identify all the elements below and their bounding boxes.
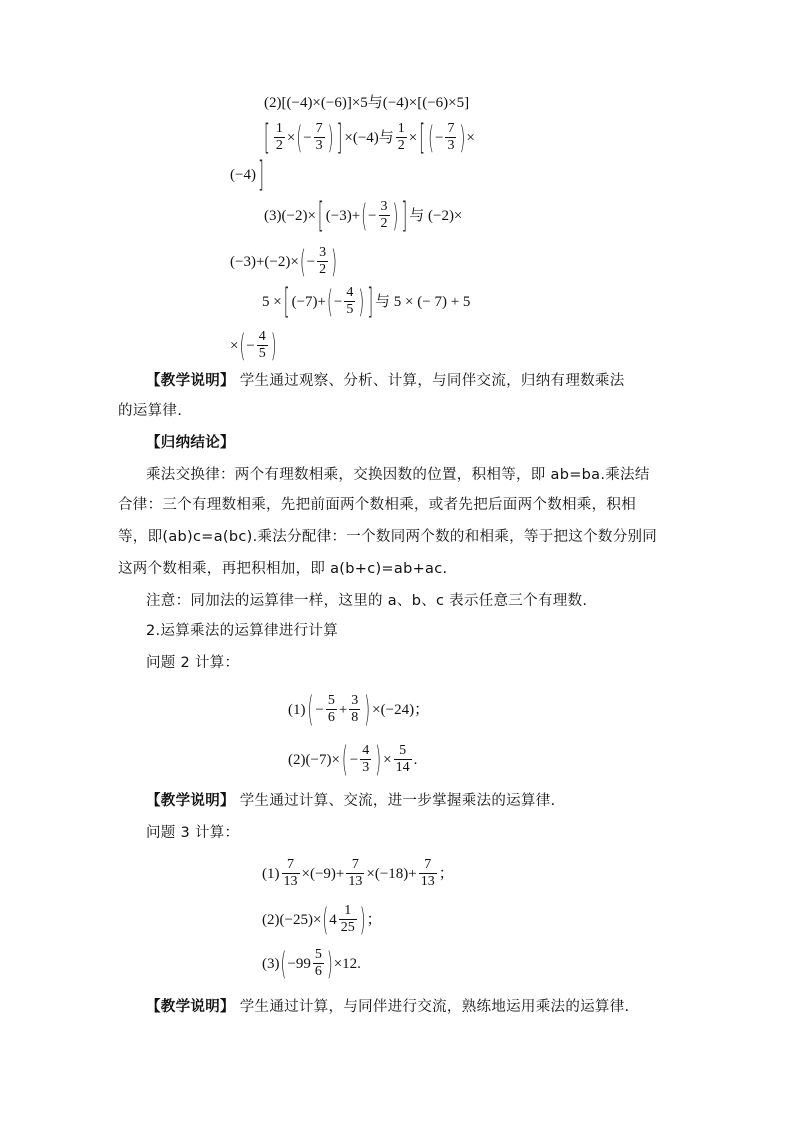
teaching-note-text-2: 的运算律. bbox=[118, 403, 183, 419]
teaching-note-2-label: 【教学说明】 bbox=[146, 793, 235, 809]
conclusion-line-2: 合律：三个有理数相乘，先把前面两个数相乘，或者先把后面两个数相乘，积相 bbox=[118, 497, 636, 513]
intro-p3-line4: × ( − $\frac{4}{5}$ ) bbox=[230, 326, 277, 364]
fraction-seven-thirds: $\frac{7}{3}$ bbox=[315, 121, 323, 153]
fraction-half: $\frac{1}{2}$ bbox=[275, 121, 283, 153]
fraction-three-halves: $\frac{3}{2}$ bbox=[380, 199, 388, 231]
intro-p3-line2: (−3)+(−2)× ( − $\frac{3}{2}$ ) bbox=[230, 242, 338, 280]
fraction-one-twentyfifth: $\frac{1}{25}$ bbox=[340, 903, 355, 935]
fraction-four-fifths: $\frac{4}{5}$ bbox=[346, 285, 354, 317]
intro-p3-line1: (3)(−2)× [ (−3)+ ( − $\frac{3}{2}$ ) ] 与 (−2)× bbox=[264, 194, 463, 236]
problem-3-item-2: (2)(−25)× ( 4 $\frac{1}{25}$ ) ； bbox=[262, 900, 382, 938]
conclusion-line-1: 乘法交换律：两个有理数相乘，交换因数的位置，积相等，即 ab=ba.乘法结 bbox=[146, 467, 650, 483]
fraction-three-halves-2: $\frac{3}{2}$ bbox=[319, 245, 327, 277]
p3-item3-prefix: (3) bbox=[262, 955, 280, 972]
fraction-half-2: $\frac{1}{2}$ bbox=[397, 121, 405, 153]
p3-item2-whole: 4 bbox=[329, 911, 337, 928]
fraction-four-thirds: $\frac{4}{3}$ bbox=[362, 743, 370, 775]
p3-item1-prefix: (1) bbox=[262, 865, 280, 882]
intro-p3-c-suffix: 与 5 × (− 7) + 5 bbox=[375, 293, 471, 310]
teaching-note-2 bbox=[146, 794, 555, 809]
intro-p3-d-prefix: × bbox=[230, 337, 239, 354]
fraction-seven-thirteenths: $\frac{7}{13}$ bbox=[283, 857, 298, 889]
p2-item2-prefix: (2)(−7)× bbox=[288, 751, 340, 768]
teaching-note-3 bbox=[146, 1000, 629, 1015]
p3-item1-t1: ×(−9)+ bbox=[301, 865, 345, 882]
p3-item1-t2: ×(−18)+ bbox=[366, 865, 417, 882]
intro-p3-c-inner: (−7)+ bbox=[291, 293, 326, 310]
intro-p2-line2-mid: ×(−4)与 bbox=[344, 129, 394, 146]
p3-item1-end: ； bbox=[438, 865, 454, 882]
intro-p2-line1-text: (2)[(−4)×(−6)]×5与(−4)×[(−6)×5] bbox=[264, 95, 470, 111]
fraction-five-sixths-2: $\frac{5}{6}$ bbox=[314, 947, 322, 979]
teaching-note-3-label: 【教学说明】 bbox=[146, 999, 235, 1015]
section-2-heading: 2.运算乘法的运算律进行计算 bbox=[146, 623, 339, 639]
conclusion-heading: 【归纳结论】 bbox=[146, 435, 235, 451]
teaching-note-label: 【教学说明】 bbox=[146, 373, 235, 389]
intro-p3-suffix: 与 (−2)× bbox=[409, 207, 463, 224]
intro-p3-prefix: (3)(−2)× bbox=[264, 207, 316, 224]
fraction-seven-thirteenths-3: $\frac{7}{13}$ bbox=[420, 857, 435, 889]
teaching-note-1-line2 bbox=[118, 404, 182, 419]
teaching-note-1 bbox=[146, 374, 625, 389]
question-3-label: 问题 3 计算： bbox=[146, 825, 240, 841]
problem-3-item-3: (3) ( −99 $\frac{5}{6}$ ) ×12. bbox=[262, 944, 361, 982]
problem-2-item-2: (2)(−7)× ( − $\frac{4}{3}$ ) × $\frac{5}{14}$ . bbox=[288, 738, 418, 780]
intro-p3-b-prefix: (−3)+(−2)× bbox=[230, 253, 299, 270]
fraction-four-fifths-2: $\frac{4}{5}$ bbox=[258, 329, 266, 361]
p3-item2-prefix: (2)(−25)× bbox=[262, 911, 322, 928]
intro-p3-line3: 5 × [ (−7)+ ( − $\frac{4}{5}$ ) ] 与 5 × (− 7) + 5 bbox=[262, 280, 471, 322]
fraction-five-fourteenths: $\frac{5}{14}$ bbox=[395, 743, 410, 775]
teaching-note-text: 学生通过观察、分析、计算，与同伴交流，归纳有理数乘法 bbox=[239, 373, 625, 389]
p2-item1-prefix: (1) bbox=[288, 701, 306, 718]
intro-p2-line2: [ $\frac{1}{2}$ × ( − $\frac{7}{3}$ ) ] ×(−4)与 $\frac{1}{2}$ × [ ( − $\frac{7}{3}$ ) × bbox=[264, 116, 475, 158]
problem-2-item-1: (1) ( − $\frac{5}{6}$ + $\frac{3}{8}$ ) ×(−24)； bbox=[288, 688, 430, 730]
conclusion-line-3: 等，即(ab)c=a(bc).乘法分配律：一个数同两个数的和相乘，等于把这个数分别同 bbox=[118, 529, 658, 545]
p3-item3-whole: −99 bbox=[287, 955, 311, 972]
p2-item1-suffix: ×(−24)； bbox=[372, 701, 430, 718]
intro-p3-inner: (−3)+ bbox=[325, 207, 361, 224]
intro-p3-c-prefix: 5 × bbox=[262, 293, 282, 310]
question-2-label: 问题 2 计算： bbox=[146, 655, 240, 671]
fraction-seven-thirds-2: $\frac{7}{3}$ bbox=[447, 121, 455, 153]
fraction-five-sixths: $\frac{5}{6}$ bbox=[327, 693, 335, 725]
problem-3-item-1 bbox=[262, 856, 454, 892]
conclusion-note: 注意：同加法的运算律一样，这里的 a、b、c 表示任意三个有理数. bbox=[146, 593, 588, 609]
p3-item3-end: ×12. bbox=[333, 955, 361, 972]
teaching-note-3-text: 学生通过计算，与同伴进行交流，熟练地运用乘法的运算律. bbox=[239, 999, 630, 1015]
fraction-three-eighths: $\frac{3}{8}$ bbox=[351, 693, 359, 725]
intro-p2-line3: (−4) ] bbox=[230, 153, 264, 196]
p3-item2-end: ； bbox=[366, 911, 382, 928]
fraction-seven-thirteenths-2: $\frac{7}{13}$ bbox=[348, 857, 363, 889]
conclusion-line-4: 这两个数相乘，再把积相加，即 a(b+c)=ab+ac. bbox=[118, 561, 448, 577]
teaching-note-2-text: 学生通过计算、交流，进一步掌握乘法的运算律. bbox=[239, 793, 556, 809]
intro-p2-line1 bbox=[264, 96, 469, 111]
